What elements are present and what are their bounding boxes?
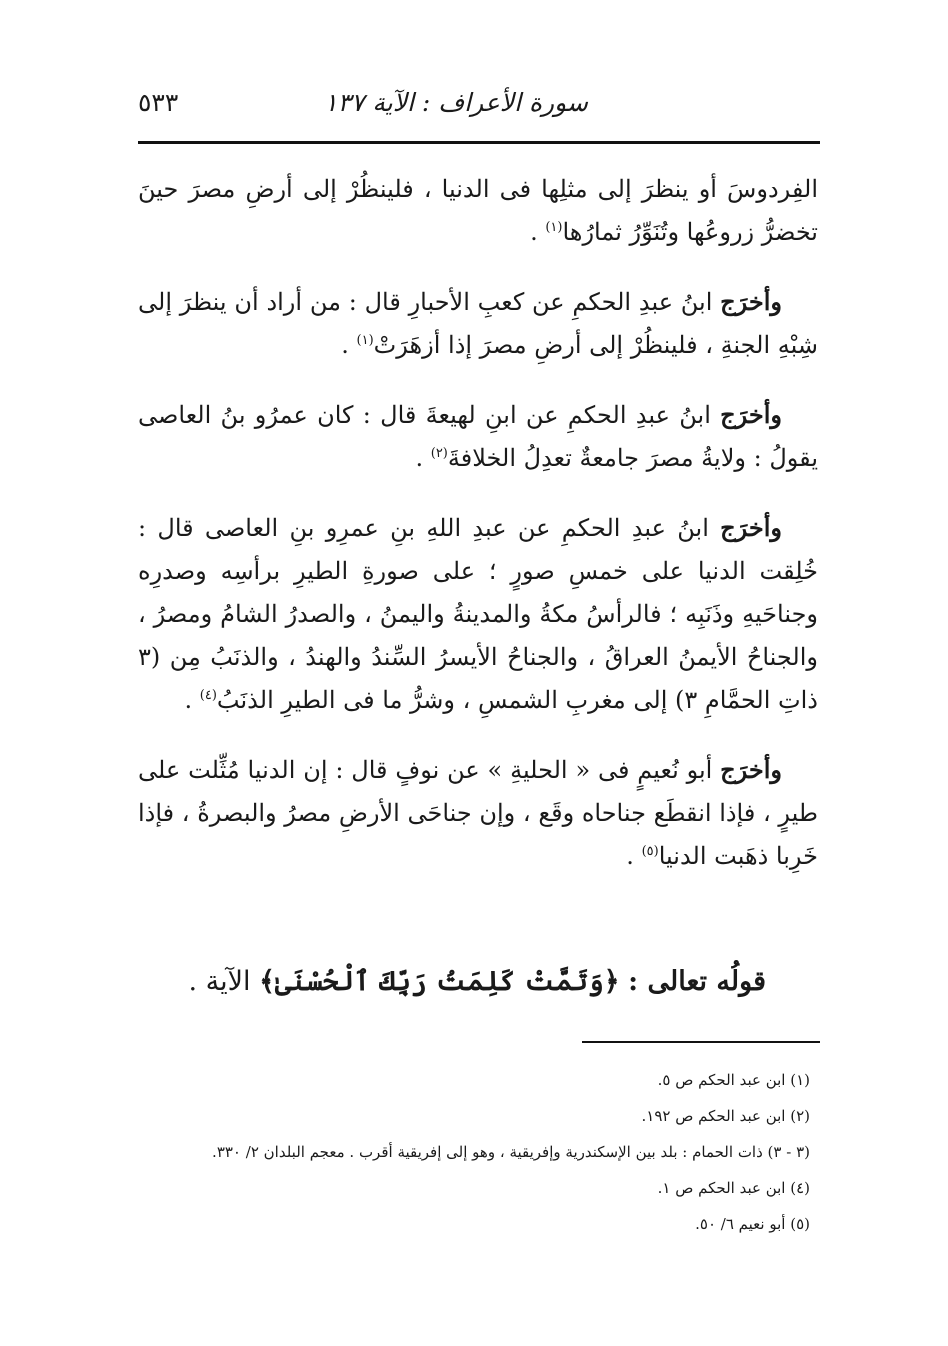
footnote-rule bbox=[582, 1041, 820, 1043]
main-text bbox=[138, 168, 818, 904]
paragraph bbox=[138, 168, 818, 254]
paragraph bbox=[138, 506, 818, 722]
footnote-ref: (٥) bbox=[641, 844, 659, 859]
paragraph bbox=[138, 748, 818, 878]
paragraph bbox=[138, 280, 818, 367]
verse-tail: الآية . bbox=[188, 966, 260, 997]
page-number: ٥٣٣ bbox=[138, 88, 179, 117]
footnote-ref: (١) bbox=[545, 220, 563, 235]
verse-text: ﴿وَتَمَّتْ كَلِمَتُ رَبِّكَ ٱلْحُسْنَىٰ﴾ bbox=[259, 966, 620, 997]
paragraph-text: ابنُ عبدِ الحكمِ عن عبدِ اللهِ بنِ عمرِو بنِ العاصى قال : خُلِقت الدنيا على خمسِ صورٍ ؛ على صورةِ الطيرِ برأسِه وصدرِه وجناحَيهِ وذَنَبِه ؛ فالرأسُ مكةُ والمدينةُ واليمنُ ، والصدرُ الشامُ ومصرُ ، والجناحُ الأيمنُ العراقُ ، والجناحُ الأيسرُ السِّندُ والهندُ ، والذنَبُ مِن (٣ ذاتِ الحمَّامِ ٣) إلى مغربِ الشمسِ ، وشرُّ ما فى الطيرِ الذنَبُ bbox=[138, 514, 818, 714]
footnote: (٢) ابن عبد الحكم ص ١٩٢. bbox=[641, 1107, 810, 1125]
verse-label: قولُه تعالى : bbox=[628, 966, 766, 997]
paragraph-text: ابنُ عبدِ الحكمِ عن كعبِ الأحبارِ قال : من أراد أن ينظرَ إلى شِبْهِ الجنةِ ، فلينظُرْ إلى أرضِ مصرَ إذا أزهَرَتْ bbox=[138, 288, 818, 359]
paragraph-lead: وأخرَج bbox=[720, 287, 782, 316]
quran-verse-heading bbox=[138, 962, 818, 1002]
paragraph-end: . bbox=[184, 686, 200, 714]
paragraph-lead: وأخرَج bbox=[720, 400, 782, 429]
paragraph-end: . bbox=[530, 218, 546, 246]
running-title: سورة الأعراف : الآية ١٣٧ bbox=[324, 88, 588, 117]
paragraph-end: . bbox=[415, 444, 431, 472]
footnote: (٥) أبو نعيم ٦/ ٥٠. bbox=[695, 1215, 810, 1233]
paragraph-end: . bbox=[626, 842, 642, 870]
footnote: (٣ - ٣) ذات الحمام : بلد بين الإسكندرية وإفريقية ، وهو إلى إفريقية أقرب . معجم البلدان ٢/ ٣٣٠. bbox=[212, 1143, 810, 1161]
footnotes bbox=[138, 1062, 810, 1242]
paragraph-text: الفِردوسَ أو ينظرَ إلى مثلِها فى الدنيا ، فلينظُرْ إلى أرضِ مصرَ حينَ تخضرُّ زروعُها وتُنَوِّرُ ثمارُها bbox=[138, 175, 818, 246]
paragraph-text: أبو نُعيمٍ فى « الحليةِ » عن نوفٍ قال : إن الدنيا مُثِّلت على طيرٍ ، فإذا انقطَع جناحاه وقَع ، وإن جناحَى الأرضِ مصرُ والبصرةُ ، فإذا خَرِبا ذهَبت الدنيا bbox=[138, 756, 818, 870]
footnote-ref: (٤) bbox=[199, 688, 217, 703]
footnote: (٤) ابن عبد الحكم ص ١. bbox=[657, 1179, 810, 1197]
paragraph-text: ابنُ عبدِ الحكمِ عن ابنِ لهيعةَ قال : كان عمرُو بنُ العاصى يقولُ : ولايةُ مصرَ جامعةٌ تعدِلُ الخلافةَ bbox=[138, 401, 818, 472]
paragraph-lead: وأخرَج bbox=[720, 755, 782, 784]
footnote-ref: (١) bbox=[356, 333, 374, 348]
running-header bbox=[138, 80, 818, 130]
paragraph-end: . bbox=[341, 331, 357, 359]
paragraph bbox=[138, 393, 818, 480]
footnote-ref: (٢) bbox=[430, 446, 448, 461]
header-rule bbox=[138, 141, 820, 144]
paragraph-lead: وأخرَج bbox=[720, 513, 782, 542]
footnote: (١) ابن عبد الحكم ص ٥. bbox=[657, 1071, 810, 1089]
